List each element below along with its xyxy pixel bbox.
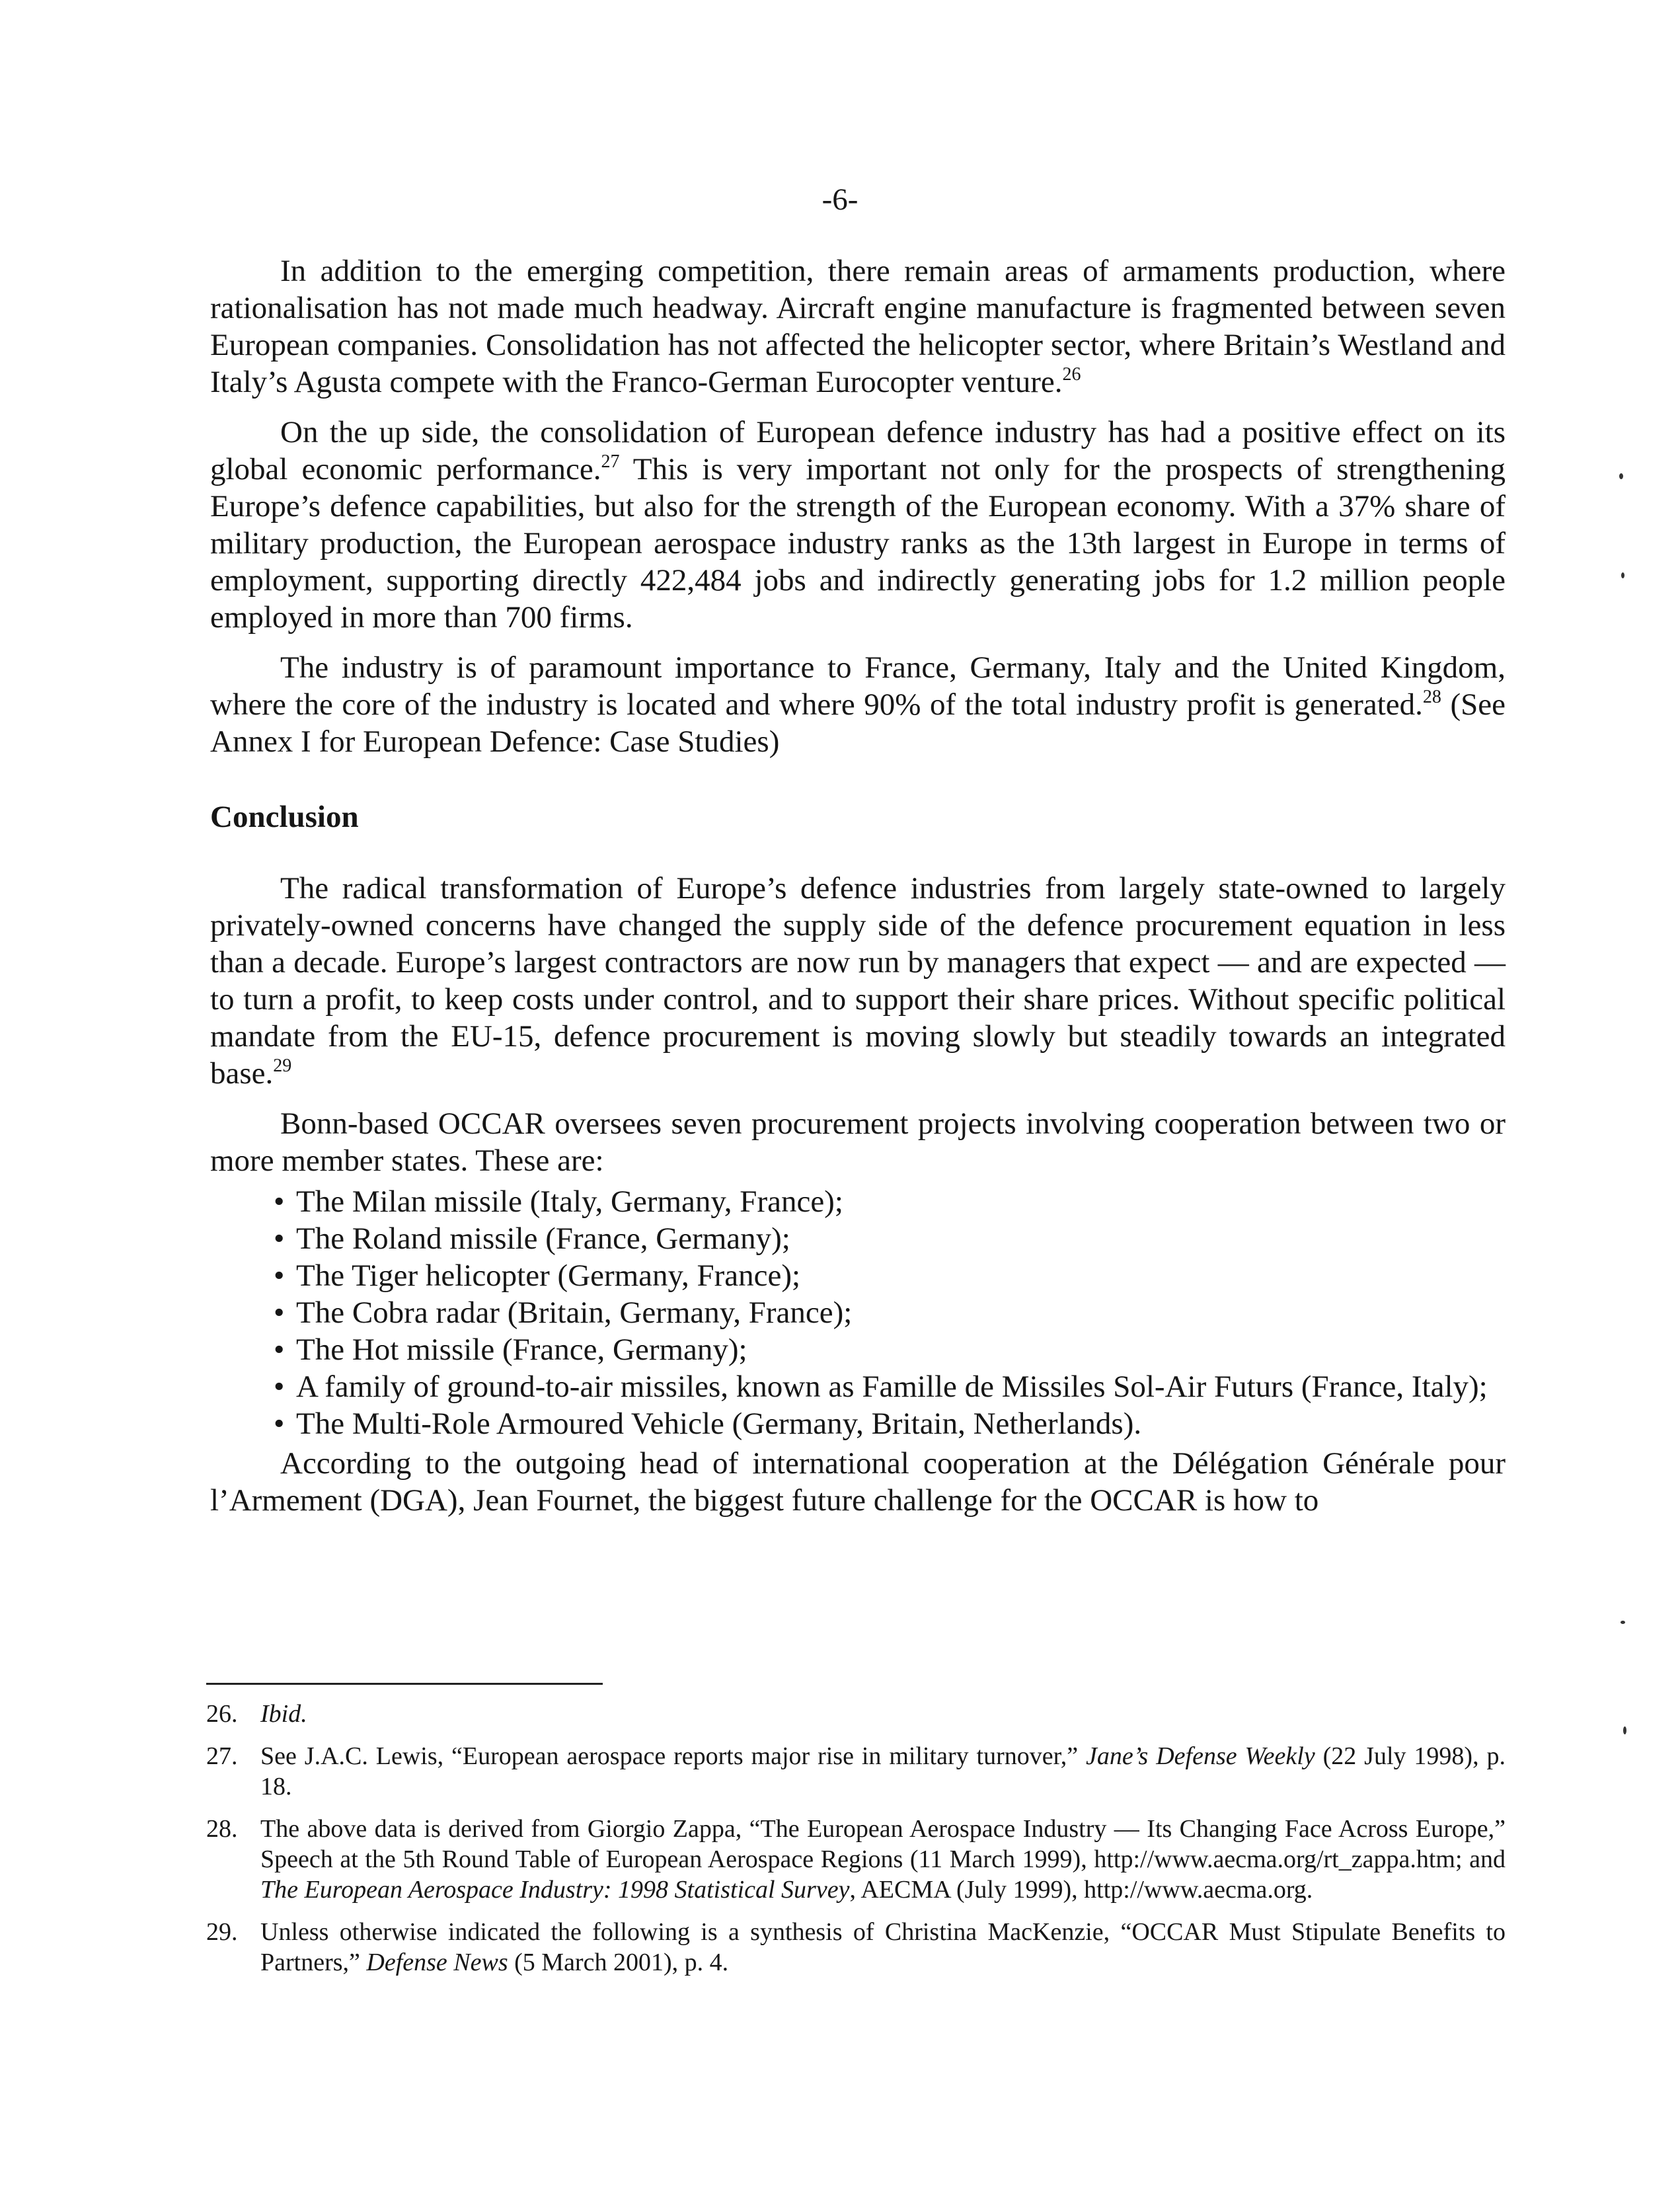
paragraph-radical-transformation	[210, 870, 1506, 1092]
scan-speck	[1621, 1621, 1625, 1624]
list-item	[210, 1368, 1506, 1405]
footnote-26	[206, 1699, 1506, 1729]
paragraph-text: In addition to the emerging competition, there remain areas of armaments production, where rationalisation has not made much headway. Aircraft engine manufacture is fragmented between seven European companies. Consolidation has not affected the helicopter sector, where Britain’s Westland and Italy’s Agusta compete with the Franco-German Eurocopter venture.	[210, 254, 1506, 399]
footnote-separator	[206, 1683, 603, 1685]
footnote-number: 27.	[206, 1742, 238, 1770]
paragraph-dga-challenge: According to the outgoing head of international cooperation at the Délégation Générale pour l’Armement (DGA), Jean Fournet, the biggest future challenge for the OCCAR is how to	[210, 1446, 1506, 1518]
list-item-text: The Tiger helicopter (Germany, France);	[296, 1258, 801, 1293]
list-item-text: The Milan missile (Italy, Germany, France);	[296, 1184, 843, 1219]
paragraph-text: On the up side, the consolidation of European defence industry has had a positive effect on its global economic performance.	[210, 415, 1506, 486]
list-item-text: The Cobra radar (Britain, Germany, France);	[296, 1295, 853, 1330]
procurement-projects-list	[210, 1183, 1506, 1442]
footnote-text-continued: , AECMA (July 1999), http://www.aecma.org.	[849, 1876, 1313, 1904]
bullet-icon: •	[274, 1221, 285, 1256]
paragraph-text: The industry is of paramount importance to France, Germany, Italy and the United Kingdom, where the core of the industry is located and where 90% of the total industry profit is generated.	[210, 650, 1506, 722]
footnote-number: 28.	[206, 1815, 238, 1843]
section-heading-conclusion: Conclusion	[210, 800, 359, 834]
paragraph-text-continued: This is very important not only for the prospects of strengthening Europe’s defence capabilities, but also for the strength of the European economy. With a 37% share of military production, the European aerospace industry ranks as the 13th largest in Europe in terms of employment, supporting directly 422,484 jobs and indirectly generating jobs for 1.2 million people employed in more than 700 firms.	[210, 452, 1506, 635]
footnote-italic: Ibid.	[260, 1700, 307, 1728]
footnote-italic: The European Aerospace Industry: 1998 Statistical Survey	[260, 1876, 850, 1904]
paragraph-economic-performance	[210, 414, 1506, 636]
list-item-text: The Hot missile (France, Germany);	[296, 1333, 747, 1367]
footnote-text: The above data is derived from Giorgio Zappa, “The European Aerospace Industry — Its Changing Face Across Europe,” Speech at the 5th Round Table of European Aerospace Regions (11 March 1999), http://www.aecma.org/rt_zappa.htm; and	[260, 1815, 1506, 1873]
footnote-29	[206, 1917, 1506, 1978]
bullet-icon: •	[274, 1333, 285, 1367]
paragraph-text: The radical transformation of Europe’s defence industries from largely state-owned to largely privately-owned concerns have changed the supply side of the defence procurement equation in less than a decade. Europe’s largest contractors are now run by managers that expect — and are expected — to turn a profit, to keep costs under control, and to support their share prices. Without specific political mandate from the EU-15, defence procurement is moving slowly but steadily towards an integrated base.	[210, 871, 1506, 1091]
footnote-italic: Defense News	[366, 1949, 508, 1976]
footnote-28	[206, 1814, 1506, 1905]
bullet-icon: •	[274, 1258, 285, 1293]
footnote-number: 29.	[206, 1918, 238, 1946]
list-item	[210, 1405, 1506, 1442]
bullet-icon: •	[274, 1184, 285, 1219]
footnote-text-continued: (5 March 2001), p. 4.	[508, 1949, 729, 1976]
paragraph-text-continued: (See Annex I for European Defence: Case Studies)	[210, 687, 1506, 759]
footnote-ref-27[interactable]: 27	[601, 451, 620, 472]
footnote-text-continued: (22 July 1998), p. 18.	[260, 1742, 1506, 1800]
footnote-ref-26[interactable]: 26	[1062, 364, 1081, 385]
paragraph-occar-projects-intro: Bonn-based OCCAR oversees seven procurement projects involving cooperation between two or more member states. These are:	[210, 1106, 1506, 1178]
footnotes	[206, 1699, 1506, 1990]
footnote-27	[206, 1741, 1506, 1802]
scan-speck	[1621, 572, 1624, 578]
bullet-icon: •	[274, 1370, 285, 1404]
footnote-ref-28[interactable]: 28	[1422, 687, 1441, 707]
bullet-icon: •	[274, 1295, 285, 1330]
footnote-text: Unless otherwise indicated the following is a synthesis of Christina MacKenzie, “OCCAR Must Stipulate Benefits to Partners,”	[260, 1918, 1506, 1976]
footnote-number: 26.	[206, 1700, 238, 1728]
paragraph-industry-importance	[210, 649, 1506, 760]
list-item-text: The Roland missile (France, Germany);	[296, 1221, 790, 1256]
list-item-text: A family of ground-to-air missiles, known as Famille de Missiles Sol-Air Futurs (France, Italy);	[296, 1370, 1488, 1404]
bullet-icon: •	[274, 1407, 285, 1441]
list-item	[210, 1257, 1506, 1294]
list-item-text: The Multi-Role Armoured Vehicle (Germany, Britain, Netherlands).	[296, 1407, 1142, 1441]
list-item	[210, 1183, 1506, 1220]
scan-speck	[1619, 473, 1623, 479]
footnote-italic: Jane’s Defense Weekly	[1086, 1742, 1315, 1770]
list-item	[210, 1331, 1506, 1368]
body-text	[210, 252, 1506, 1532]
paragraph-fragmented-production	[210, 252, 1506, 401]
list-item	[210, 1294, 1506, 1331]
footnote-text: See J.A.C. Lewis, “European aerospace reports major rise in military turnover,”	[260, 1742, 1087, 1770]
scan-speck	[1623, 1726, 1626, 1734]
list-item	[210, 1220, 1506, 1257]
page-number: -6-	[821, 182, 859, 217]
footnote-ref-29[interactable]: 29	[273, 1056, 292, 1076]
